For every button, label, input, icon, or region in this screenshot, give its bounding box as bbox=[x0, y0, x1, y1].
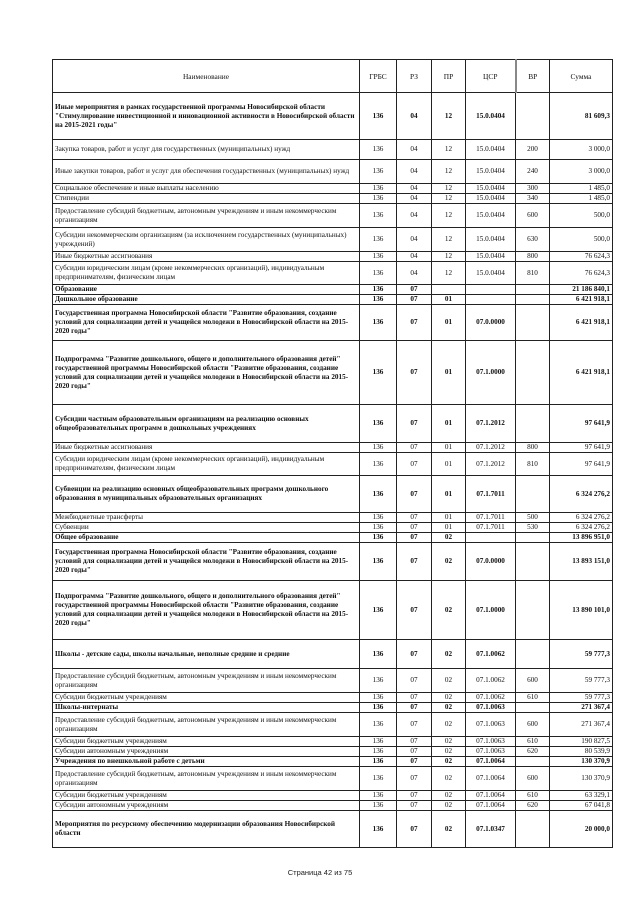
cell-grbs: 136 bbox=[360, 713, 397, 737]
header-sum: Сумма bbox=[550, 60, 613, 93]
cell-name: Субсидии бюджетным учреждениям bbox=[53, 737, 360, 747]
cell-rz: 04 bbox=[397, 262, 432, 285]
cell-grbs: 136 bbox=[360, 757, 397, 767]
cell-csr: 07.1.7011 bbox=[466, 523, 516, 533]
cell-grbs: 136 bbox=[360, 295, 397, 305]
header-name: Наименование bbox=[53, 60, 360, 93]
cell-name: Мероприятия по ресурсному обеспечению модернизации образования Новосибирской области bbox=[53, 811, 360, 848]
cell-pr: 02 bbox=[432, 757, 466, 767]
cell-grbs: 136 bbox=[360, 476, 397, 513]
cell-sum: 271 367,4 bbox=[550, 713, 613, 737]
table-row bbox=[53, 252, 613, 262]
cell-csr: 15.0.0404 bbox=[466, 140, 516, 160]
cell-name: Подпрограмма "Развитие дошкольного, общего и дополнительного образования детей" государственной программы Новосибирской области "Развитие образования, создание условий для социализации детей и учащейся молодежи в Новосибирской области на 2015-2020 годы" bbox=[53, 581, 360, 640]
cell-name: Общее образование bbox=[53, 533, 360, 543]
cell-rz: 07 bbox=[397, 533, 432, 543]
cell-name: Образование bbox=[53, 285, 360, 295]
cell-grbs: 136 bbox=[360, 405, 397, 443]
cell-csr: 07.0.0000 bbox=[466, 305, 516, 341]
table-row bbox=[53, 640, 613, 669]
table-row bbox=[53, 93, 613, 140]
table-row bbox=[53, 747, 613, 757]
cell-pr: 12 bbox=[432, 228, 466, 252]
cell-csr: 07.1.0062 bbox=[466, 669, 516, 693]
cell-rz: 07 bbox=[397, 767, 432, 791]
cell-name: Дошкольное образование bbox=[53, 295, 360, 305]
cell-pr: 02 bbox=[432, 669, 466, 693]
table-row bbox=[53, 453, 613, 476]
header-pr: ПР bbox=[432, 60, 466, 93]
cell-pr: 12 bbox=[432, 204, 466, 228]
cell-csr: 07.1.0063 bbox=[466, 737, 516, 747]
table-row bbox=[53, 713, 613, 737]
cell-vr: 810 bbox=[516, 262, 550, 285]
cell-rz: 07 bbox=[397, 453, 432, 476]
cell-sum: 1 485,0 bbox=[550, 184, 613, 194]
cell-rz: 07 bbox=[397, 737, 432, 747]
cell-rz: 07 bbox=[397, 703, 432, 713]
cell-sum: 20 000,0 bbox=[550, 811, 613, 848]
cell-pr: 02 bbox=[432, 703, 466, 713]
cell-pr: 02 bbox=[432, 640, 466, 669]
cell-csr: 07.1.0000 bbox=[466, 341, 516, 405]
cell-rz: 07 bbox=[397, 640, 432, 669]
cell-grbs: 136 bbox=[360, 194, 397, 204]
table-row bbox=[53, 262, 613, 285]
cell-sum: 81 609,3 bbox=[550, 93, 613, 140]
cell-name: Предоставление субсидий бюджетным, автономным учреждениям и иным некоммерческим организациям bbox=[53, 713, 360, 737]
cell-sum: 59 777,3 bbox=[550, 669, 613, 693]
cell-vr: 610 bbox=[516, 693, 550, 703]
cell-csr: 07.1.7011 bbox=[466, 513, 516, 523]
cell-pr: 12 bbox=[432, 140, 466, 160]
cell-pr: 02 bbox=[432, 581, 466, 640]
cell-grbs: 136 bbox=[360, 262, 397, 285]
cell-vr bbox=[516, 533, 550, 543]
cell-rz: 04 bbox=[397, 252, 432, 262]
cell-sum: 3 000,0 bbox=[550, 160, 613, 184]
cell-sum: 67 041,8 bbox=[550, 801, 613, 811]
cell-grbs: 136 bbox=[360, 693, 397, 703]
cell-vr: 340 bbox=[516, 194, 550, 204]
cell-csr bbox=[466, 285, 516, 295]
cell-pr: 02 bbox=[432, 747, 466, 757]
cell-name: Субсидии юридическим лицам (кроме некоммерческих организаций), индивидуальным предпринимателям, физическим лицам bbox=[53, 262, 360, 285]
cell-vr: 630 bbox=[516, 228, 550, 252]
cell-pr: 01 bbox=[432, 405, 466, 443]
cell-sum: 500,0 bbox=[550, 228, 613, 252]
table-row bbox=[53, 228, 613, 252]
header-csr: ЦСР bbox=[466, 60, 516, 93]
table-row bbox=[53, 791, 613, 801]
cell-pr: 02 bbox=[432, 543, 466, 581]
cell-csr: 15.0.0404 bbox=[466, 262, 516, 285]
cell-grbs: 136 bbox=[360, 533, 397, 543]
cell-grbs: 136 bbox=[360, 703, 397, 713]
cell-name: Иные закупки товаров, работ и услуг для обеспечения государственных (муниципальных) нужд bbox=[53, 160, 360, 184]
cell-pr: 02 bbox=[432, 811, 466, 848]
cell-name: Школы - детские сады, школы начальные, неполные средние и средние bbox=[53, 640, 360, 669]
table-row bbox=[53, 523, 613, 533]
cell-name: Субсидии юридическим лицам (кроме некоммерческих организаций), индивидуальным предпринимателям, физическим лицам bbox=[53, 453, 360, 476]
cell-name: Школы-интернаты bbox=[53, 703, 360, 713]
cell-vr bbox=[516, 757, 550, 767]
cell-name: Предоставление субсидий бюджетным, автономным учреждениям и иным некоммерческим организациям bbox=[53, 669, 360, 693]
table-row bbox=[53, 513, 613, 523]
table-row bbox=[53, 184, 613, 194]
cell-vr: 800 bbox=[516, 443, 550, 453]
cell-name: Иные мероприятия в рамках государственной программы Новосибирской области "Стимулирование инвестиционной и инновационной активности в Новосибирской области на 2015-2021 годы" bbox=[53, 93, 360, 140]
cell-grbs: 136 bbox=[360, 93, 397, 140]
cell-rz: 07 bbox=[397, 757, 432, 767]
cell-rz: 07 bbox=[397, 791, 432, 801]
cell-csr: 15.0.0404 bbox=[466, 228, 516, 252]
cell-pr: 02 bbox=[432, 791, 466, 801]
table-header-row bbox=[53, 60, 613, 93]
budget-table bbox=[52, 59, 613, 848]
cell-grbs: 136 bbox=[360, 640, 397, 669]
cell-sum: 76 624,3 bbox=[550, 252, 613, 262]
cell-pr: 02 bbox=[432, 801, 466, 811]
cell-vr: 600 bbox=[516, 767, 550, 791]
cell-grbs: 136 bbox=[360, 801, 397, 811]
cell-name: Государственная программа Новосибирской области "Развитие образования, создание условий для социализации детей и учащейся молодежи в Новосибирской области на 2015-2020 годы" bbox=[53, 305, 360, 341]
cell-name: Учреждения по внешкольной работе с детьми bbox=[53, 757, 360, 767]
cell-sum: 97 641,9 bbox=[550, 453, 613, 476]
cell-pr: 02 bbox=[432, 737, 466, 747]
table-row bbox=[53, 476, 613, 513]
cell-csr: 15.0.0404 bbox=[466, 93, 516, 140]
cell-vr bbox=[516, 543, 550, 581]
cell-pr: 01 bbox=[432, 295, 466, 305]
table-body bbox=[53, 93, 613, 848]
cell-pr: 02 bbox=[432, 533, 466, 543]
cell-grbs: 136 bbox=[360, 767, 397, 791]
cell-grbs: 136 bbox=[360, 184, 397, 194]
cell-vr bbox=[516, 581, 550, 640]
cell-vr bbox=[516, 341, 550, 405]
cell-pr: 12 bbox=[432, 93, 466, 140]
table-row bbox=[53, 703, 613, 713]
cell-csr: 07.1.0347 bbox=[466, 811, 516, 848]
cell-grbs: 136 bbox=[360, 160, 397, 184]
cell-name: Предоставление субсидий бюджетным, автономным учреждениям и иным некоммерческим организациям bbox=[53, 204, 360, 228]
cell-csr: 07.1.2012 bbox=[466, 443, 516, 453]
cell-csr: 07.1.0062 bbox=[466, 640, 516, 669]
cell-name: Субвенции на реализацию основных общеобразовательных программ дошкольного образования в муниципальных образовательных организациях bbox=[53, 476, 360, 513]
cell-vr bbox=[516, 285, 550, 295]
cell-rz: 04 bbox=[397, 194, 432, 204]
cell-grbs: 136 bbox=[360, 581, 397, 640]
cell-csr: 15.0.0404 bbox=[466, 194, 516, 204]
table-row bbox=[53, 295, 613, 305]
cell-csr: 07.1.0000 bbox=[466, 581, 516, 640]
cell-sum: 500,0 bbox=[550, 204, 613, 228]
cell-grbs: 136 bbox=[360, 204, 397, 228]
cell-sum: 63 329,1 bbox=[550, 791, 613, 801]
cell-vr: 240 bbox=[516, 160, 550, 184]
cell-sum: 1 485,0 bbox=[550, 194, 613, 204]
cell-rz: 04 bbox=[397, 160, 432, 184]
table-row bbox=[53, 737, 613, 747]
cell-vr: 620 bbox=[516, 801, 550, 811]
cell-sum: 13 896 951,0 bbox=[550, 533, 613, 543]
table-row bbox=[53, 443, 613, 453]
cell-csr: 07.1.0064 bbox=[466, 801, 516, 811]
cell-csr: 15.0.0404 bbox=[466, 184, 516, 194]
cell-vr: 600 bbox=[516, 713, 550, 737]
cell-sum: 76 624,3 bbox=[550, 262, 613, 285]
cell-grbs: 136 bbox=[360, 453, 397, 476]
cell-pr: 12 bbox=[432, 184, 466, 194]
cell-csr: 07.1.2012 bbox=[466, 405, 516, 443]
cell-vr bbox=[516, 305, 550, 341]
cell-vr: 300 bbox=[516, 184, 550, 194]
cell-name: Субсидии автономным учреждениям bbox=[53, 801, 360, 811]
table-row bbox=[53, 693, 613, 703]
cell-rz: 07 bbox=[397, 476, 432, 513]
table-row bbox=[53, 405, 613, 443]
cell-vr bbox=[516, 405, 550, 443]
cell-csr: 07.1.0063 bbox=[466, 713, 516, 737]
cell-name: Субсидии автономным учреждениям bbox=[53, 747, 360, 757]
header-rz: РЗ bbox=[397, 60, 432, 93]
cell-rz: 07 bbox=[397, 747, 432, 757]
cell-vr: 610 bbox=[516, 791, 550, 801]
cell-sum: 130 370,9 bbox=[550, 757, 613, 767]
cell-vr bbox=[516, 93, 550, 140]
cell-name: Государственная программа Новосибирской области "Развитие образования, создание условий для социализации детей и учащейся молодежи в Новосибирской области на 2015-2020 годы" bbox=[53, 543, 360, 581]
cell-name: Иные бюджетные ассигнования bbox=[53, 252, 360, 262]
cell-grbs: 136 bbox=[360, 341, 397, 405]
cell-name: Субвенции bbox=[53, 523, 360, 533]
cell-pr: 01 bbox=[432, 443, 466, 453]
cell-pr: 12 bbox=[432, 194, 466, 204]
cell-rz: 04 bbox=[397, 204, 432, 228]
table-row bbox=[53, 669, 613, 693]
cell-vr: 600 bbox=[516, 204, 550, 228]
cell-sum: 97 641,9 bbox=[550, 405, 613, 443]
cell-csr: 15.0.0404 bbox=[466, 204, 516, 228]
cell-rz: 07 bbox=[397, 713, 432, 737]
cell-csr: 07.1.0063 bbox=[466, 703, 516, 713]
table-row bbox=[53, 204, 613, 228]
table-row bbox=[53, 757, 613, 767]
cell-csr: 07.1.2012 bbox=[466, 453, 516, 476]
table-row bbox=[53, 533, 613, 543]
table-row bbox=[53, 160, 613, 184]
cell-sum: 97 641,9 bbox=[550, 443, 613, 453]
cell-csr: 15.0.0404 bbox=[466, 160, 516, 184]
cell-name: Иные бюджетные ассигнования bbox=[53, 443, 360, 453]
cell-name: Межбюджетные трансферты bbox=[53, 513, 360, 523]
cell-sum: 13 893 151,0 bbox=[550, 543, 613, 581]
table-row bbox=[53, 305, 613, 341]
cell-vr: 810 bbox=[516, 453, 550, 476]
cell-vr: 530 bbox=[516, 523, 550, 533]
cell-rz: 07 bbox=[397, 443, 432, 453]
cell-csr: 07.1.0064 bbox=[466, 757, 516, 767]
cell-grbs: 136 bbox=[360, 737, 397, 747]
table-row bbox=[53, 811, 613, 848]
cell-pr: 01 bbox=[432, 476, 466, 513]
table-row bbox=[53, 140, 613, 160]
cell-vr: 800 bbox=[516, 252, 550, 262]
table-row bbox=[53, 581, 613, 640]
cell-pr: 01 bbox=[432, 453, 466, 476]
cell-grbs: 136 bbox=[360, 543, 397, 581]
cell-csr: 07.0.0000 bbox=[466, 543, 516, 581]
cell-csr: 07.1.0064 bbox=[466, 791, 516, 801]
cell-vr: 620 bbox=[516, 747, 550, 757]
cell-vr bbox=[516, 640, 550, 669]
cell-rz: 07 bbox=[397, 581, 432, 640]
cell-name: Субсидии бюджетным учреждениям bbox=[53, 693, 360, 703]
cell-pr: 02 bbox=[432, 713, 466, 737]
cell-sum: 190 827,5 bbox=[550, 737, 613, 747]
cell-sum: 6 421 918,1 bbox=[550, 305, 613, 341]
cell-pr: 12 bbox=[432, 262, 466, 285]
cell-grbs: 136 bbox=[360, 811, 397, 848]
cell-rz: 07 bbox=[397, 285, 432, 295]
cell-sum: 6 421 918,1 bbox=[550, 341, 613, 405]
cell-sum: 130 370,9 bbox=[550, 767, 613, 791]
cell-name: Субсидии некоммерческим организациям (за исключением государственных (муниципальных) учреждений) bbox=[53, 228, 360, 252]
table-row bbox=[53, 341, 613, 405]
cell-pr: 02 bbox=[432, 767, 466, 791]
cell-rz: 07 bbox=[397, 811, 432, 848]
cell-grbs: 136 bbox=[360, 513, 397, 523]
cell-pr: 12 bbox=[432, 160, 466, 184]
cell-vr bbox=[516, 811, 550, 848]
table-row bbox=[53, 801, 613, 811]
cell-csr: 15.0.0404 bbox=[466, 252, 516, 262]
cell-name: Субсидии частным образовательным организациям на реализацию основных общеобразовательных программ в дошкольных учреждениях bbox=[53, 405, 360, 443]
cell-rz: 07 bbox=[397, 523, 432, 533]
cell-rz: 04 bbox=[397, 140, 432, 160]
cell-rz: 07 bbox=[397, 405, 432, 443]
cell-rz: 07 bbox=[397, 693, 432, 703]
cell-sum: 271 367,4 bbox=[550, 703, 613, 713]
cell-csr bbox=[466, 533, 516, 543]
cell-rz: 04 bbox=[397, 228, 432, 252]
cell-name: Подпрограмма "Развитие дошкольного, общего и дополнительного образования детей" государственной программы Новосибирской области "Развитие образования, создание условий для социализации детей и учащейся молодежи в Новосибирской области на 2015-2020 годы" bbox=[53, 341, 360, 405]
cell-rz: 07 bbox=[397, 669, 432, 693]
cell-pr: 02 bbox=[432, 693, 466, 703]
cell-sum: 59 777,3 bbox=[550, 640, 613, 669]
cell-csr bbox=[466, 295, 516, 305]
cell-grbs: 136 bbox=[360, 523, 397, 533]
cell-vr bbox=[516, 703, 550, 713]
cell-vr bbox=[516, 295, 550, 305]
cell-rz: 07 bbox=[397, 513, 432, 523]
cell-grbs: 136 bbox=[360, 305, 397, 341]
table-row bbox=[53, 767, 613, 791]
cell-grbs: 136 bbox=[360, 747, 397, 757]
table-row bbox=[53, 194, 613, 204]
table-row bbox=[53, 285, 613, 295]
cell-pr bbox=[432, 285, 466, 295]
cell-pr: 01 bbox=[432, 523, 466, 533]
cell-rz: 07 bbox=[397, 341, 432, 405]
cell-pr: 12 bbox=[432, 252, 466, 262]
cell-csr: 07.1.0062 bbox=[466, 693, 516, 703]
table-row bbox=[53, 543, 613, 581]
cell-grbs: 136 bbox=[360, 140, 397, 160]
cell-vr: 600 bbox=[516, 669, 550, 693]
cell-rz: 04 bbox=[397, 184, 432, 194]
cell-sum: 21 186 840,1 bbox=[550, 285, 613, 295]
page-number: Страница 42 из 75 bbox=[287, 868, 353, 877]
header-grbs: ГРБС bbox=[360, 60, 397, 93]
cell-vr: 500 bbox=[516, 513, 550, 523]
cell-csr: 07.1.0063 bbox=[466, 747, 516, 757]
cell-name: Закупка товаров, работ и услуг для государственных (муниципальных) нужд bbox=[53, 140, 360, 160]
cell-sum: 6 324 276,2 bbox=[550, 513, 613, 523]
cell-sum: 80 539,9 bbox=[550, 747, 613, 757]
cell-csr: 07.1.0064 bbox=[466, 767, 516, 791]
cell-grbs: 136 bbox=[360, 443, 397, 453]
cell-csr: 07.1.7011 bbox=[466, 476, 516, 513]
cell-rz: 07 bbox=[397, 295, 432, 305]
cell-rz: 07 bbox=[397, 801, 432, 811]
cell-grbs: 136 bbox=[360, 228, 397, 252]
cell-grbs: 136 bbox=[360, 252, 397, 262]
cell-name: Социальное обеспечение и иные выплаты населению bbox=[53, 184, 360, 194]
cell-name: Субсидии бюджетным учреждениям bbox=[53, 791, 360, 801]
cell-rz: 04 bbox=[397, 93, 432, 140]
cell-pr: 01 bbox=[432, 305, 466, 341]
cell-vr bbox=[516, 476, 550, 513]
cell-pr: 01 bbox=[432, 513, 466, 523]
cell-rz: 07 bbox=[397, 543, 432, 581]
cell-grbs: 136 bbox=[360, 669, 397, 693]
cell-sum: 59 777,3 bbox=[550, 693, 613, 703]
cell-name: Предоставление субсидий бюджетным, автономным учреждениям и иным некоммерческим организациям bbox=[53, 767, 360, 791]
cell-grbs: 136 bbox=[360, 791, 397, 801]
cell-sum: 6 324 276,2 bbox=[550, 523, 613, 533]
cell-sum: 3 000,0 bbox=[550, 140, 613, 160]
cell-sum: 13 890 101,0 bbox=[550, 581, 613, 640]
cell-rz: 07 bbox=[397, 305, 432, 341]
cell-sum: 6 324 276,2 bbox=[550, 476, 613, 513]
cell-name: Стипендии bbox=[53, 194, 360, 204]
header-vr: ВР bbox=[516, 60, 550, 93]
cell-vr: 610 bbox=[516, 737, 550, 747]
cell-vr: 200 bbox=[516, 140, 550, 160]
cell-grbs: 136 bbox=[360, 285, 397, 295]
cell-pr: 01 bbox=[432, 341, 466, 405]
cell-sum: 6 421 918,1 bbox=[550, 295, 613, 305]
